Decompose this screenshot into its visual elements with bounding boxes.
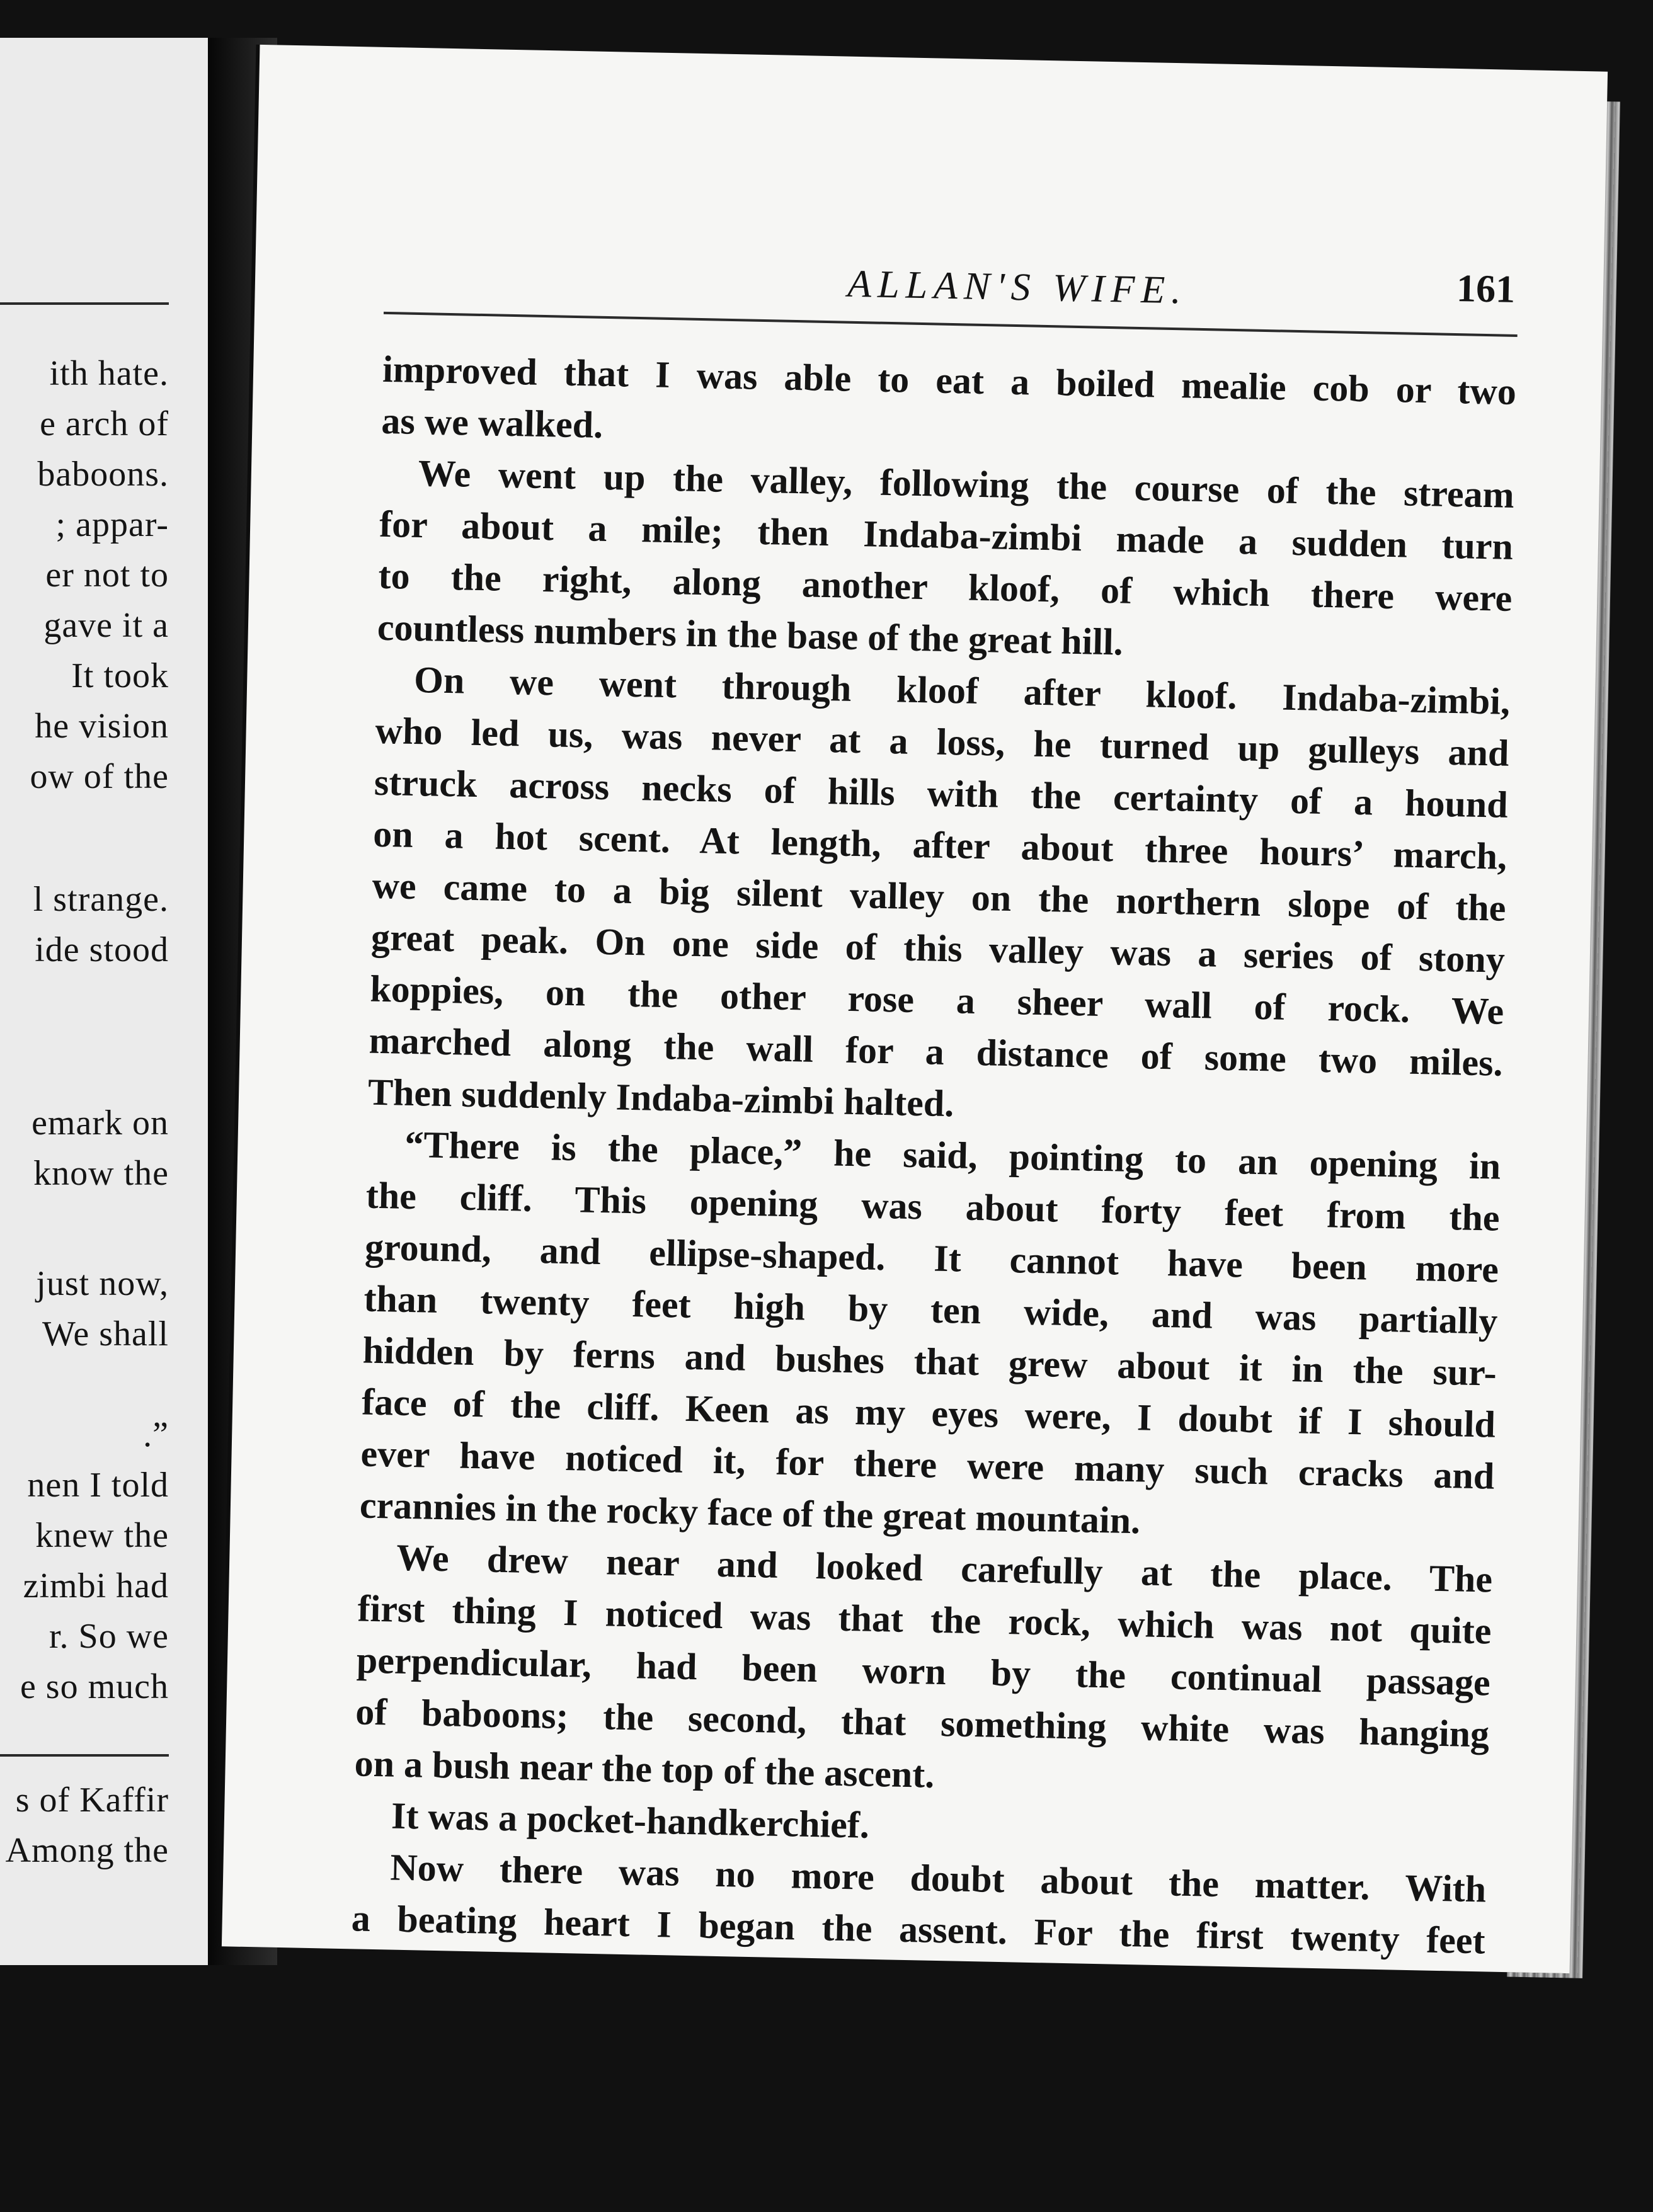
text-line: koppies, on the other rose a sheer wall of rock. We xyxy=(369,967,1504,1032)
text-line: “There is the place,” he said, pointing to an opening in xyxy=(404,1123,1501,1187)
head-rule xyxy=(384,312,1518,337)
previous-page-line: s of Kaffir xyxy=(15,1781,169,1820)
text-line: struck across necks of hills with the certainty of a hound xyxy=(374,761,1509,826)
previous-page-fragment xyxy=(0,38,233,1965)
text-line: first thing I noticed was that the rock, which was not quite xyxy=(357,1587,1492,1652)
page-number: 161 xyxy=(1456,267,1516,311)
previous-page-line: nen I told xyxy=(27,1466,169,1505)
text-line: for about a mile; then Indaba-zimbi made a sudden turn xyxy=(379,503,1514,567)
text-line: ground, and ellipse-shaped. It cannot have been more xyxy=(364,1226,1499,1291)
text-line: to the right, along another kloof, of which there were xyxy=(377,554,1513,619)
text-line: of baboons; the second, that something white was hanging xyxy=(355,1690,1490,1755)
previous-page-line: We shall xyxy=(42,1314,169,1354)
running-head: ALLAN'S WIFE. xyxy=(847,262,1188,312)
text-line: It was a pocket-handkerchief. xyxy=(391,1794,870,1846)
previous-page-line: zimbi had xyxy=(23,1566,169,1605)
previous-page-line: know the xyxy=(33,1154,169,1193)
text-line: perpendicular, had been worn by the continual passage xyxy=(356,1639,1491,1704)
text-line: on a hot scent. At length, after about three hours’ march, xyxy=(372,812,1507,877)
previous-page-line: It took xyxy=(71,656,169,695)
body-text xyxy=(351,343,1517,1967)
previous-page-line: e arch of xyxy=(40,404,169,443)
text-line: countless numbers in the base of the great hill. xyxy=(377,606,1124,663)
text-line: on a bush near the top of the ascent. xyxy=(354,1742,935,1796)
text-line: Then suddenly Indaba-zimbi halted. xyxy=(367,1071,954,1125)
previous-page-line: ; appar- xyxy=(55,505,169,544)
text-line: face of the cliff. Keen as my eyes were, I doubt if I should xyxy=(361,1381,1496,1445)
previous-page-line: ide stood xyxy=(35,930,169,969)
text-line: We went up the valley, following the course of the stream xyxy=(418,452,1515,516)
text-line: we came to a big silent valley on the northern slope of the xyxy=(372,864,1507,929)
book-page xyxy=(222,45,1608,1973)
previous-page-line: .” xyxy=(143,1415,169,1454)
text-line: the cliff. This opening was about forty feet from the xyxy=(365,1174,1501,1239)
previous-page-line: ith hate. xyxy=(49,354,169,393)
text-line: ever have noticed it, for there were many such cracks and xyxy=(360,1432,1495,1497)
previous-page-line: baboons. xyxy=(37,455,169,494)
previous-page-footnote-rule xyxy=(0,1754,169,1757)
previous-page-line: l strange. xyxy=(33,880,169,919)
text-line: On we went through kloof after kloof. Indaba-zimbi, xyxy=(413,658,1511,722)
text-line: a beating heart I began the assent. For the first twenty feet xyxy=(351,1897,1486,1962)
previous-page-line: r. So we xyxy=(49,1617,169,1656)
text-line: who led us, was never at a loss, he turned up gulleys and xyxy=(375,709,1510,774)
text-line: marched along the wall for a distance of some two miles. xyxy=(369,1019,1504,1084)
text-line: than twenty feet high by ten wide, and was partially xyxy=(363,1277,1498,1342)
previous-page-line: emark on xyxy=(31,1103,169,1143)
text-line: hidden by ferns and bushes that grew about it in the sur- xyxy=(362,1329,1497,1394)
previous-page-line: just now, xyxy=(36,1264,169,1303)
text-line: We drew near and looked carefully at the place. The xyxy=(396,1536,1493,1600)
text-line: Now there was no more doubt about the matter. With xyxy=(389,1846,1487,1910)
text-line: crannies in the rocky face of the great mountain. xyxy=(359,1484,1141,1542)
previous-page-head-rule xyxy=(0,302,169,305)
previous-page-line: gave it a xyxy=(43,606,169,645)
previous-page-line: knew the xyxy=(35,1516,169,1555)
text-line: as we walked. xyxy=(380,399,603,446)
previous-page-line: Among the xyxy=(5,1831,169,1870)
text-line: improved that I was able to eat a boiled mealie cob or two xyxy=(382,348,1517,413)
previous-page-line: he vision xyxy=(35,707,169,746)
previous-page-line: e so much xyxy=(20,1667,169,1706)
text-line: great peak. On one side of this valley was a series of stony xyxy=(370,916,1506,981)
previous-page-line: ow of the xyxy=(30,757,169,796)
previous-page-line: er not to xyxy=(45,556,169,595)
